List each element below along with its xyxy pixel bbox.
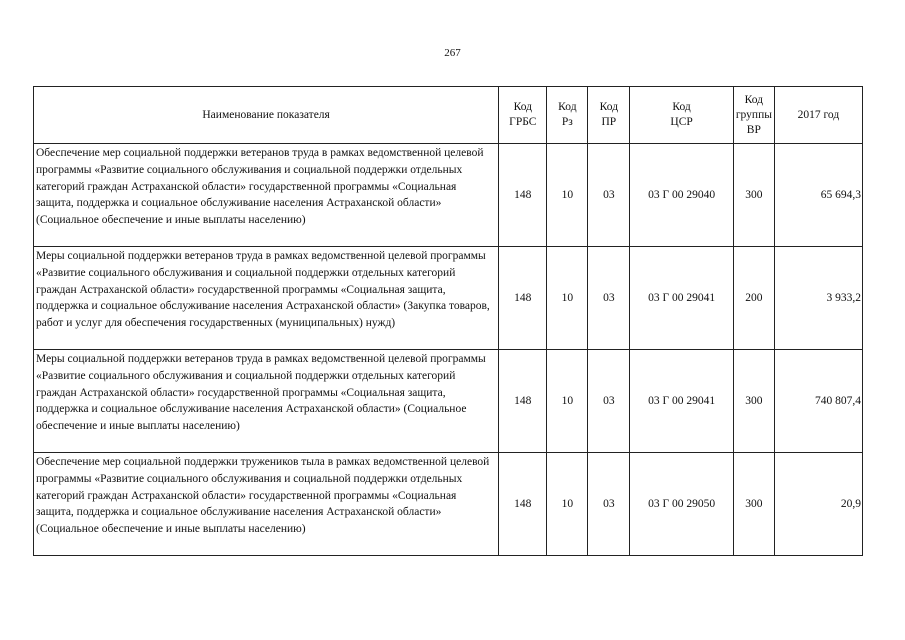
header-csr: [630, 87, 733, 144]
header-csr-line2: ЦСР: [670, 116, 693, 128]
header-pr-line2: ПР: [601, 116, 617, 128]
table-row: [34, 144, 863, 247]
table-header-row: [34, 87, 863, 144]
row-amount-cell: 20,9: [774, 453, 862, 556]
row-vr-cell: 300: [733, 453, 774, 556]
table-row: [34, 350, 863, 453]
table-row: [34, 247, 863, 350]
row-name-cell: Обеспечение мер социальной поддержки тружеников тыла в рамках ведомственной целевой программы «Развитие социального обслуживания и социальной поддержки отдельных категорий граждан Астраханской области» государственной программы «Социальная защита, поддержка и социальное обслуживание населения Астраханской области» (Социальное обеспечение и иные выплаты населению): [34, 453, 499, 556]
row-csr-cell: 03 Г 00 29041: [630, 247, 733, 350]
header-vr-line1: Код: [744, 93, 764, 106]
row-rz-cell: 10: [547, 247, 588, 350]
row-pr-cell: 03: [588, 350, 630, 453]
table-row: [34, 453, 863, 556]
row-amount-cell: 3 933,2: [774, 247, 862, 350]
header-rz: [547, 87, 588, 144]
header-grbs-line2: ГРБС: [509, 116, 537, 128]
header-csr-line1: Код: [672, 101, 691, 113]
row-pr-cell: 03: [588, 144, 630, 247]
row-name-cell: Меры социальной поддержки ветеранов труда в рамках ведомственной целевой программы «Развитие социального обслуживания и социальной поддержки отдельных категорий граждан Астраханской области» государственной программы «Социальная защита, поддержка и социальное обслуживание населения Астраханской области» (Социальное обеспечение и иные выплаты населению): [34, 350, 499, 453]
row-pr-cell: 03: [588, 247, 630, 350]
row-amount-cell: 65 694,3: [774, 144, 862, 247]
header-vr-line2: группы: [735, 108, 772, 121]
header-year: 2017 год: [774, 87, 862, 144]
row-grbs-cell: 148: [499, 350, 547, 453]
header-pr: [588, 87, 630, 144]
budget-table: [33, 86, 863, 556]
row-grbs-cell: 148: [499, 453, 547, 556]
row-vr-cell: 200: [733, 247, 774, 350]
row-rz-cell: 10: [547, 144, 588, 247]
row-csr-cell: 03 Г 00 29040: [630, 144, 733, 247]
row-amount-cell: 740 807,4: [774, 350, 862, 453]
row-csr-cell: 03 Г 00 29050: [630, 453, 733, 556]
header-vr: [733, 87, 774, 144]
row-name-cell: Меры социальной поддержки ветеранов труда в рамках ведомственной целевой программы «Развитие социального обслуживания и социальной поддержки отдельных категорий граждан Астраханской области» государственной программы «Социальная защита, поддержка и социальное обслуживание населения Астраханской области» (Закупка товаров, работ и услуг для обеспечения государственных (муниципальных) нужд): [34, 247, 499, 350]
row-pr-cell: 03: [588, 453, 630, 556]
header-rz-line1: Код: [558, 101, 577, 113]
header-name: Наименование показателя: [34, 87, 499, 144]
row-rz-cell: 10: [547, 350, 588, 453]
row-vr-cell: 300: [733, 350, 774, 453]
row-rz-cell: 10: [547, 453, 588, 556]
page-number: 267: [444, 47, 461, 59]
row-vr-cell: 300: [733, 144, 774, 247]
header-rz-line2: Рз: [561, 116, 573, 128]
header-vr-line3: ВР: [746, 123, 761, 136]
row-grbs-cell: 148: [499, 247, 547, 350]
header-grbs: [499, 87, 547, 144]
row-csr-cell: 03 Г 00 29041: [630, 350, 733, 453]
header-pr-line1: Код: [599, 101, 619, 113]
header-grbs-line1: Код: [513, 101, 532, 113]
row-name-cell: Обеспечение мер социальной поддержки ветеранов труда в рамках ведомственной целевой программы «Развитие социального обслуживания и социальной поддержки отдельных категорий граждан Астраханской области» государственной программы «Социальная защита, поддержка и социальное обслуживание населения Астраханской области» (Социальное обеспечение и иные выплаты населению): [34, 144, 499, 247]
row-grbs-cell: 148: [499, 144, 547, 247]
